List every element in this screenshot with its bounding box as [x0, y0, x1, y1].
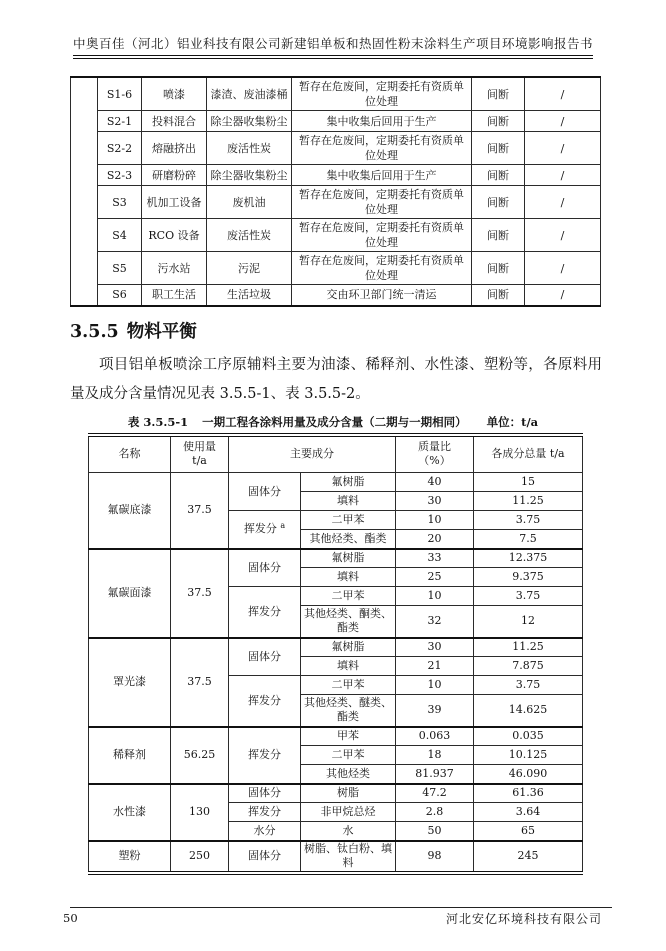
usage-cell: 37.5 [171, 473, 229, 549]
waste-source-cell: 机加工设备 [142, 186, 207, 219]
table-row [89, 727, 583, 746]
component-cell: 树脂 [301, 784, 396, 803]
waste-note-cell: / [525, 285, 601, 306]
header-double-rule [73, 55, 593, 59]
component-cell: 氟树脂 [301, 549, 396, 568]
waste-frequency-cell: 间断 [472, 77, 525, 111]
ratio-cell: 47.2 [396, 784, 474, 803]
waste-code-cell: S2-2 [98, 132, 142, 165]
component-cell: 非甲烷总烃 [301, 803, 396, 822]
waste-frequency-cell: 间断 [472, 219, 525, 252]
total-cell: 3.64 [474, 803, 583, 822]
waste-source-cell: 研磨粉碎 [142, 165, 207, 186]
total-cell: 3.75 [474, 676, 583, 695]
section-number: 3.5.5 [70, 321, 119, 342]
ratio-cell: 32 [396, 606, 474, 638]
component-cell: 树脂、钛白粉、填料 [301, 841, 396, 873]
section-heading [70, 321, 666, 344]
waste-frequency-cell: 间断 [472, 132, 525, 165]
component-cell: 氟树脂 [301, 638, 396, 657]
waste-disposal-cell: 集中收集后回用于生产 [292, 111, 472, 132]
total-cell: 12 [474, 606, 583, 638]
ratio-cell: 10 [396, 511, 474, 530]
waste-disposal-cell: 暂存在危废间，定期委托有资质单位处理 [292, 186, 472, 219]
ratio-cell: 39 [396, 695, 474, 727]
total-cell: 9.375 [474, 568, 583, 587]
category-cell: 挥发分 [229, 676, 301, 727]
total-cell: 12.375 [474, 549, 583, 568]
waste-source-cell: 投料混合 [142, 111, 207, 132]
waste-frequency-cell: 间断 [472, 285, 525, 306]
table-row [89, 638, 583, 657]
header-usage-line2: t/a [192, 454, 207, 468]
usage-cell: 250 [171, 841, 229, 873]
waste-code-cell: S2-3 [98, 165, 142, 186]
waste-pollutant-cell: 漆渣、废油漆桶 [207, 77, 292, 111]
waste-note-cell: / [525, 252, 601, 285]
body-paragraph: 项目铝单板喷涂工序原辅料主要为油漆、稀释剂、水性漆、塑粉等，各原料用量及成分含量情况见表 3.5.5-1、表 3.5.5-2。 [70, 356, 602, 402]
waste-disposal-cell: 交由环卫部门统一清运 [292, 285, 472, 306]
category-cell [229, 511, 301, 549]
document-header-title: 中奥百佳（河北）铝业科技有限公司新建铝单板和热固性粉末涂料生产项目环境影响报告书 [72, 36, 593, 51]
total-cell: 10.125 [474, 746, 583, 765]
waste-code-cell: S1-6 [98, 77, 142, 111]
waste-code-cell: S4 [98, 219, 142, 252]
waste-source-cell: 喷漆 [142, 77, 207, 111]
waste-disposal-cell: 集中收集后回用于生产 [292, 165, 472, 186]
waste-note-cell: / [525, 219, 601, 252]
waste-source-cell: 熔融挤出 [142, 132, 207, 165]
category-cell: 固体分 [229, 638, 301, 676]
category-cell: 挥发分 [229, 803, 301, 822]
table-caption [0, 415, 666, 429]
component-cell: 其他烃类、醚类、酯类 [301, 695, 396, 727]
category-cell: 挥发分 [229, 587, 301, 638]
table-row [71, 219, 601, 252]
material-name-cell: 氟碳面漆 [89, 549, 171, 638]
category-cell: 固体分 [229, 784, 301, 803]
ratio-cell: 98 [396, 841, 474, 873]
ratio-cell: 0.063 [396, 727, 474, 746]
material-name-cell: 稀释剂 [89, 727, 171, 784]
category-cell: 固体分 [229, 473, 301, 511]
waste-pollutant-cell: 废活性炭 [207, 132, 292, 165]
total-cell: 65 [474, 822, 583, 841]
waste-pollutant-cell: 废机油 [207, 186, 292, 219]
waste-note-cell: / [525, 111, 601, 132]
table-row [71, 285, 601, 306]
total-cell: 0.035 [474, 727, 583, 746]
header-total-cell: 各成分总量 t/a [474, 435, 583, 473]
waste-note-cell: / [525, 165, 601, 186]
waste-frequency-cell: 间断 [472, 252, 525, 285]
waste-note-cell: / [525, 77, 601, 111]
material-name-cell: 塑粉 [89, 841, 171, 873]
table-row [71, 186, 601, 219]
waste-code-cell: S5 [98, 252, 142, 285]
ratio-cell: 81.937 [396, 765, 474, 784]
component-cell: 水 [301, 822, 396, 841]
table-row [71, 111, 601, 132]
total-cell: 3.75 [474, 511, 583, 530]
component-cell: 其他烃类、酯类 [301, 530, 396, 549]
usage-cell: 56.25 [171, 727, 229, 784]
table-row [71, 165, 601, 186]
category-cell: 挥发分 [229, 727, 301, 784]
total-cell: 14.625 [474, 695, 583, 727]
component-cell: 二甲苯 [301, 511, 396, 530]
waste-code-cell: S6 [98, 285, 142, 306]
table-row [71, 252, 601, 285]
waste-disposal-cell: 暂存在危废间，定期委托有资质单位处理 [292, 77, 472, 111]
table-caption-unit: 单位：t/a [486, 414, 539, 429]
waste-source-cell: 污水站 [142, 252, 207, 285]
waste-disposal-cell: 暂存在危废间，定期委托有资质单位处理 [292, 252, 472, 285]
category-cell: 固体分 [229, 841, 301, 873]
table-caption-title: 一期工程各涂料用量及成分含量（二期与一期相同） [202, 414, 467, 429]
component-cell: 二甲苯 [301, 587, 396, 606]
total-cell: 245 [474, 841, 583, 873]
material-balance-table [88, 433, 583, 875]
usage-cell: 37.5 [171, 638, 229, 727]
waste-pollutant-cell: 除尘器收集粉尘 [207, 111, 292, 132]
material-name-cell: 罩光漆 [89, 638, 171, 727]
waste-frequency-cell: 间断 [472, 165, 525, 186]
ratio-cell: 20 [396, 530, 474, 549]
component-cell: 氟树脂 [301, 473, 396, 492]
table-row [71, 132, 601, 165]
waste-source-cell: RCO 设备 [142, 219, 207, 252]
waste-pollutant-cell: 除尘器收集粉尘 [207, 165, 292, 186]
table-row [89, 841, 583, 873]
component-cell: 其他烃类 [301, 765, 396, 784]
ratio-cell: 18 [396, 746, 474, 765]
material-name-cell: 水性漆 [89, 784, 171, 841]
total-cell: 46.090 [474, 765, 583, 784]
ratio-cell: 33 [396, 549, 474, 568]
ratio-cell: 21 [396, 657, 474, 676]
table-caption-label: 表 3.5.5-1 [127, 414, 189, 429]
ratio-cell: 50 [396, 822, 474, 841]
waste-code-cell: S2-1 [98, 111, 142, 132]
header-components-cell: 主要成分 [229, 435, 396, 473]
component-cell: 二甲苯 [301, 676, 396, 695]
footer-company-name: 河北安亿环境科技有限公司 [445, 912, 602, 926]
usage-cell: 130 [171, 784, 229, 841]
waste-frequency-cell: 间断 [472, 111, 525, 132]
component-cell: 填料 [301, 568, 396, 587]
document-page [0, 36, 666, 951]
category-label: 挥发分 [243, 522, 277, 536]
component-cell: 填料 [301, 657, 396, 676]
total-cell: 3.75 [474, 587, 583, 606]
ratio-cell: 30 [396, 638, 474, 657]
total-cell: 11.25 [474, 638, 583, 657]
total-cell: 11.25 [474, 492, 583, 511]
header-ratio-cell [396, 435, 474, 473]
ratio-cell: 10 [396, 587, 474, 606]
table-row [89, 784, 583, 803]
ratio-cell: 30 [396, 492, 474, 511]
waste-pollutant-cell: 污泥 [207, 252, 292, 285]
header-ratio-line1: 质量比 [418, 440, 451, 454]
waste-pollutant-cell: 废活性炭 [207, 219, 292, 252]
material-name-cell: 氟碳底漆 [89, 473, 171, 549]
component-cell: 甲苯 [301, 727, 396, 746]
table-row [89, 473, 583, 492]
header-name-cell: 名称 [89, 435, 171, 473]
page-number: 50 [63, 911, 78, 925]
waste-disposal-table [70, 76, 601, 307]
total-cell: 15 [474, 473, 583, 492]
blank-merged-cell [71, 77, 98, 306]
table-header-row [89, 435, 583, 473]
waste-note-cell: / [525, 132, 601, 165]
component-cell: 其他烃类、酮类、酯类 [301, 606, 396, 638]
waste-code-cell: S3 [98, 186, 142, 219]
component-cell: 二甲苯 [301, 746, 396, 765]
usage-cell: 37.5 [171, 549, 229, 638]
total-cell: 7.875 [474, 657, 583, 676]
header-ratio-line2: （%） [418, 454, 451, 468]
waste-source-cell: 职工生活 [142, 285, 207, 306]
header-usage-cell [171, 435, 229, 473]
table-row [89, 549, 583, 568]
component-cell: 填料 [301, 492, 396, 511]
section-title: 物料平衡 [126, 321, 197, 342]
waste-disposal-cell: 暂存在危废间，定期委托有资质单位处理 [292, 219, 472, 252]
total-cell: 61.36 [474, 784, 583, 803]
total-cell: 7.5 [474, 530, 583, 549]
ratio-cell: 25 [396, 568, 474, 587]
category-cell: 固体分 [229, 549, 301, 587]
footer-rule [70, 907, 612, 908]
header-usage-line1: 使用量 [183, 440, 216, 454]
footnote-marker: a [280, 521, 286, 531]
category-cell: 水分 [229, 822, 301, 841]
waste-note-cell: / [525, 186, 601, 219]
waste-pollutant-cell: 生活垃圾 [207, 285, 292, 306]
ratio-cell: 40 [396, 473, 474, 492]
ratio-cell: 10 [396, 676, 474, 695]
table-row [71, 77, 601, 111]
ratio-cell: 2.8 [396, 803, 474, 822]
waste-disposal-cell: 暂存在危废间，定期委托有资质单位处理 [292, 132, 472, 165]
waste-frequency-cell: 间断 [472, 186, 525, 219]
